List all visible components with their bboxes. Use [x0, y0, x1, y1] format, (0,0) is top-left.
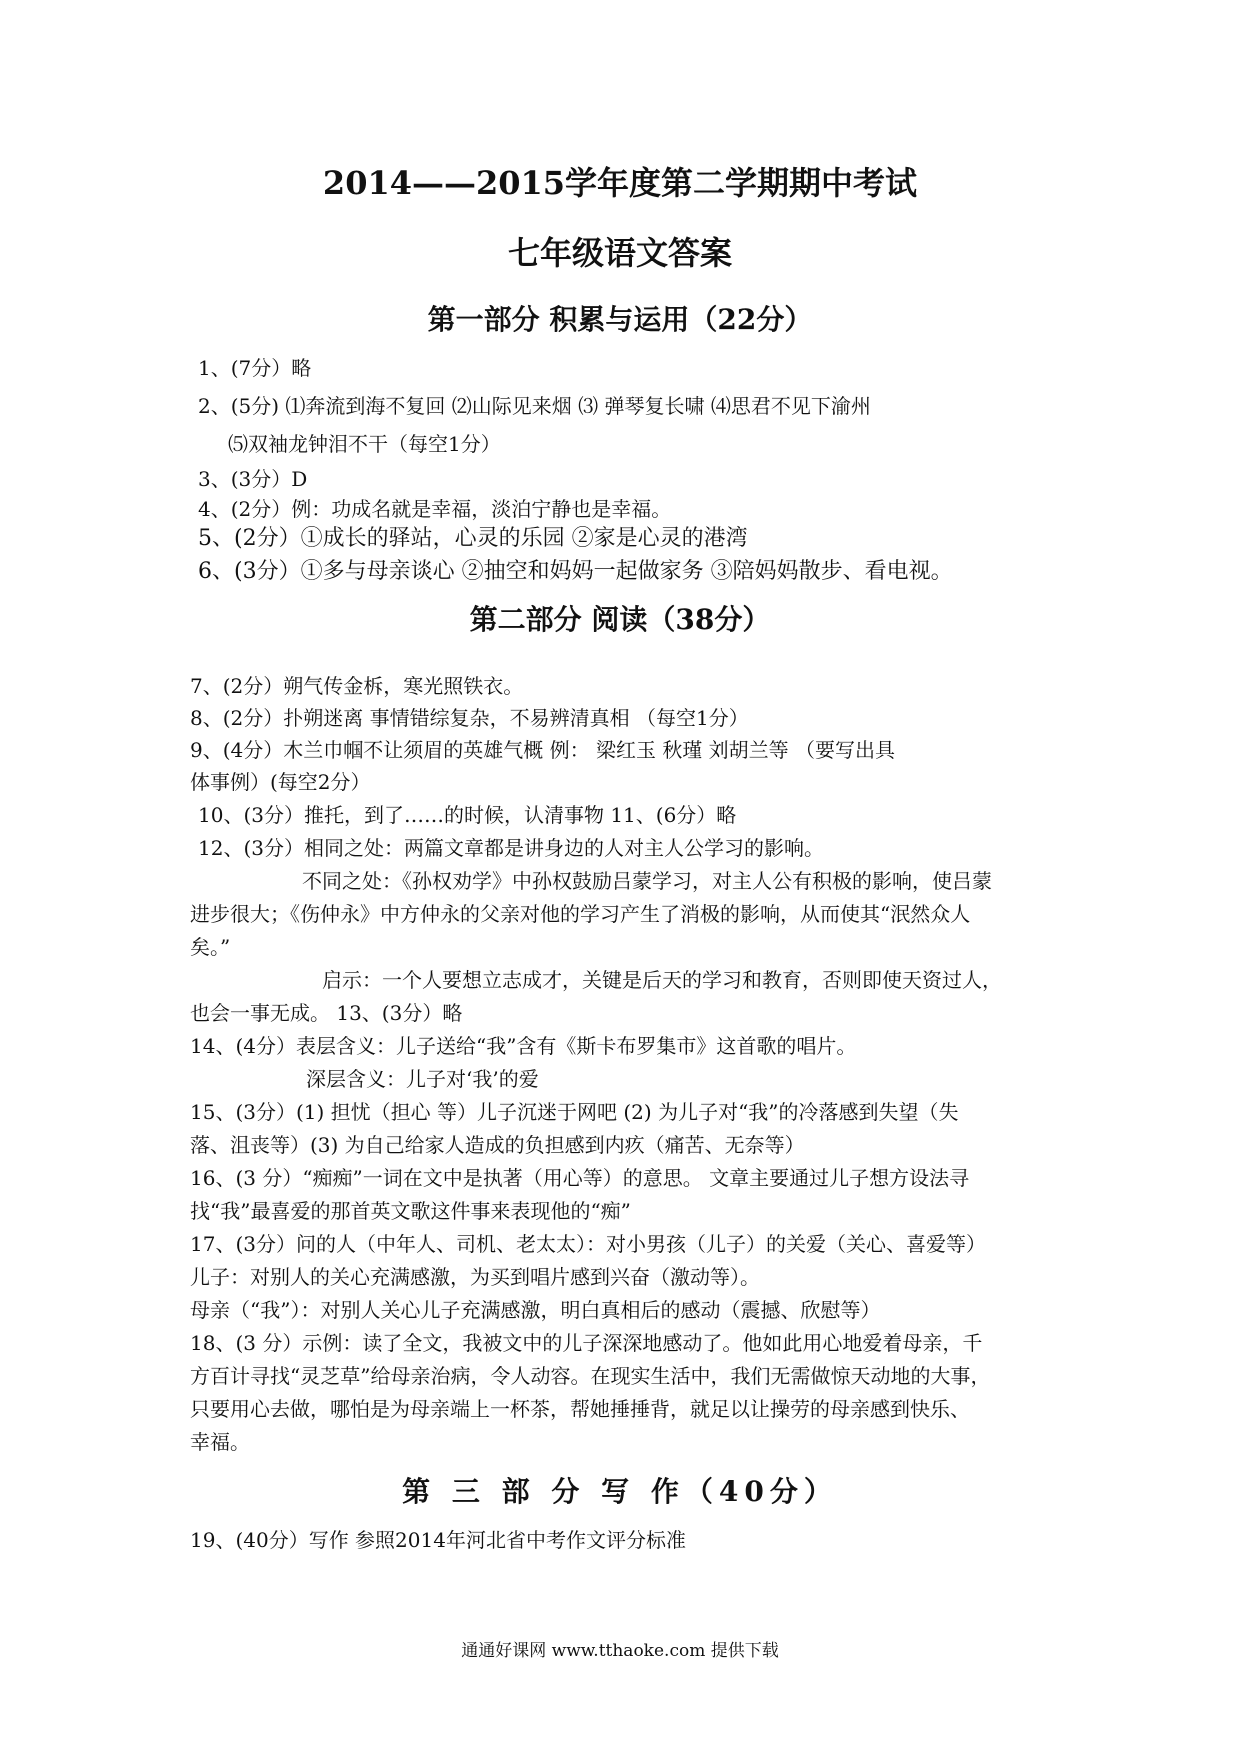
section-heading-part2: 第二部分 阅读（38分） [469, 603, 771, 636]
page-title: 2014——2015学年度第二学期期中考试 [322, 164, 918, 202]
answer-line: 进步很大；《伤仲永》中方仲永的父亲对他的学习产生了消极的影响，从而使其“泯然众人 [190, 902, 971, 926]
answer-line: 12、(3分）相同之处：两篇文章都是讲身边的人对主人公学习的影响。 [198, 836, 824, 860]
answer-line: 只要用心去做，哪怕是为母亲端上一杯茶，帮她捶捶背，就足以让操劳的母亲感到快乐、 [190, 1397, 970, 1421]
answer-line: 16、(3 分）“痴痴”一词在文中是执著（用心等）的意思。 文章主要通过儿子想方设法寻 [190, 1166, 970, 1190]
answer-line: 6、(3分）①多与母亲谈心 ②抽空和妈妈一起做家务 ③陪妈妈散步、看电视。 [198, 559, 953, 584]
answer-line: 幸福。 [190, 1430, 250, 1454]
answer-line: 不同之处：《孙权劝学》中孙权鼓励吕蒙学习，对主人公有积极的影响，使吕蒙 [302, 869, 992, 893]
answer-line: 3、(3分）D [198, 467, 308, 491]
answer-line: 17、(3分）问的人（中年人、司机、老太太）：对小男孩（儿子）的关爱（关心、喜爱等） [190, 1232, 986, 1256]
page-subtitle: 七年级语文答案 [507, 234, 732, 272]
section-heading-part3: 第 三 部 分 写 作（40分） [402, 1475, 838, 1508]
answer-line: 18、(3 分）示例：读了全文，我被文中的儿子深深地感动了。他如此用心地爱着母亲，千 [190, 1331, 983, 1355]
answer-line: 7、(2分）朔气传金柝，寒光照铁衣。 [190, 674, 524, 698]
answer-line: 1、(7分）略 [198, 356, 312, 380]
answer-line: 15、(3分）(1) 担忧（担心 等）儿子沉迷于网吧 (2) 为儿子对“我”的冷落感到失望（失 [190, 1100, 959, 1124]
answer-line: 母亲（“我”）：对别人关心儿子充满感激，明白真相后的感动（震撼、欣慰等） [190, 1298, 881, 1322]
answer-line: ⑸双袖龙钟泪不干（每空1分） [228, 432, 501, 456]
answer-line: 5、(2分）①成长的驿站，心灵的乐园 ②家是心灵的港湾 [198, 526, 748, 551]
answer-line: 矣。” [190, 935, 231, 959]
answer-line: 方百计寻找“灵芝草”给母亲治病，令人动容。在现实生活中，我们无需做惊天动地的大事， [190, 1364, 991, 1388]
answer-line: 落、沮丧等）(3) 为自己给家人造成的负担感到内疚（痛苦、无奈等） [190, 1133, 805, 1157]
answer-line: 4、(2分）例：功成名就是幸福，淡泊宁静也是幸福。 [198, 497, 672, 521]
section-heading-part1: 第一部分 积累与运用（22分） [427, 303, 813, 336]
answer-line: 启示：一个人要想立志成才，关键是后天的学习和教育，否则即使天资过人， [322, 968, 1002, 992]
answer-line: 8、(2分）扑朔迷离 事情错综复杂，不易辨清真相 （每空1分） [190, 706, 749, 730]
answer-line: 2、(5分) ⑴奔流到海不复回 ⑵山际见来烟 ⑶ 弹琴复长啸 ⑷思君不见下渝州 [198, 394, 871, 418]
answer-line: 19、(40分）写作 参照2014年河北省中考作文评分标准 [190, 1528, 686, 1552]
answer-line: 14、(4分）表层含义：儿子送给“我”含有《斯卡布罗集市》这首歌的唱片。 [190, 1034, 857, 1058]
answer-line: 体事例）(每空2分） [190, 770, 371, 794]
answer-line: 找“我”最喜爱的那首英文歌这件事来表现他的“痴” [190, 1199, 631, 1223]
answer-line: 也会一事无成。 13、(3分）略 [190, 1001, 463, 1025]
answer-line: 深层含义：儿子对‘我’的爱 [306, 1067, 539, 1091]
answer-line: 10、(3分）推托，到了……的时候，认清事物 11、(6分）略 [198, 803, 737, 827]
answer-line: 9、(4分）木兰巾帼不让须眉的英雄气概 例： 梁红玉 秋瑾 刘胡兰等 （要写出具 [190, 738, 896, 762]
download-footer: 通通好课网 www.tthaoke.com 提供下载 [461, 1641, 779, 1661]
answer-line: 儿子：对别人的关心充满感激，为买到唱片感到兴奋（激动等）。 [190, 1265, 760, 1289]
